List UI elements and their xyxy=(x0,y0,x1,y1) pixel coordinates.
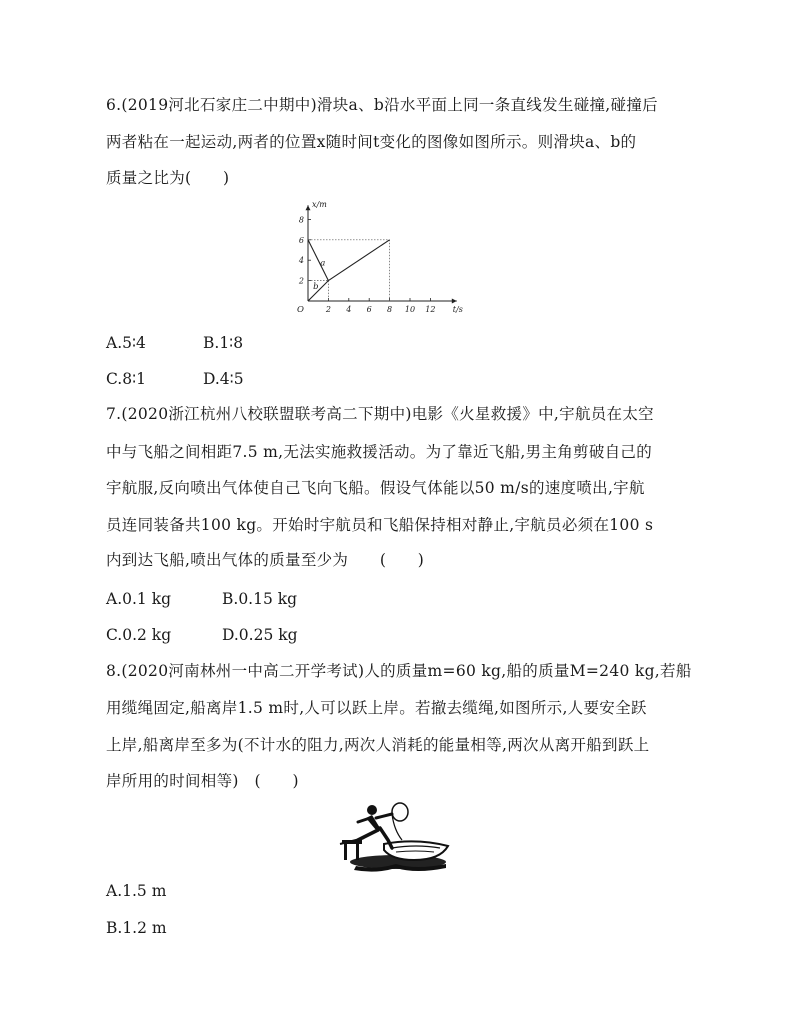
q6-line-2: 两者粘在一起运动,两者的位置x随时间t变化的图像如图所示。则滑块a、b的 xyxy=(106,133,637,151)
x-tick-label: 6 xyxy=(366,305,372,314)
series-b-label: b xyxy=(313,281,319,292)
y-tick-label: 8 xyxy=(298,215,304,225)
q7-option-a[interactable]: A.0.1 kg xyxy=(106,590,172,608)
q7-line-2: 中与飞船之间相距7.5 m,无法实施救援活动。为了靠近飞船,男主角剪破自己的 xyxy=(106,443,653,461)
y-axis-arrow xyxy=(306,205,311,210)
x-axis-arrow xyxy=(452,299,457,304)
x-axis-label: t/s xyxy=(452,305,463,314)
q6-option-a[interactable]: A.5∶4 xyxy=(106,334,146,352)
q7-option-c[interactable]: C.0.2 kg xyxy=(106,626,172,644)
graph-axes xyxy=(306,205,457,303)
x-tick-label: 4 xyxy=(346,305,352,314)
q6-option-d[interactable]: D.4∶5 xyxy=(203,370,244,388)
q8-line-4: 岸所用的时间相等) ( ) xyxy=(106,772,299,790)
q8-line-1: 8.(2020河南林州一中高二开学考试)人的质量m=60 kg,船的质量M=240 kg,若船 xyxy=(106,662,692,680)
q6-line-1: 6.(2019河北石家庄二中期中)滑块a、b沿水平面上同一条直线发生碰撞,碰撞后 xyxy=(106,96,658,114)
q7-line-1: 7.(2020浙江杭州八校联盟联考高二下期中)电影《火星救援》中,宇航员在太空 xyxy=(106,405,654,423)
graph-guides xyxy=(308,240,390,301)
q8-option-a[interactable]: A.1.5 m xyxy=(106,882,167,900)
q6-option-c[interactable]: C.8∶1 xyxy=(106,370,146,388)
q7-line-4: 员连同装备共100 kg。开始时宇航员和飞船保持相对静止,宇航员必须在100 s xyxy=(106,516,654,534)
q7-option-d[interactable]: D.0.25 kg xyxy=(222,626,298,644)
q6-option-b[interactable]: B.1∶8 xyxy=(203,334,244,352)
x-tick-label: 12 xyxy=(425,305,436,314)
y-tick-label: 4 xyxy=(298,256,304,266)
x-tick-label: 8 xyxy=(387,305,393,314)
graph-series xyxy=(308,240,390,301)
q8-option-b[interactable]: B.1.2 m xyxy=(106,919,167,937)
q7-option-b[interactable]: B.0.15 kg xyxy=(222,590,298,608)
q6-line-3: 质量之比为( ) xyxy=(106,169,230,187)
x-t-graph xyxy=(290,192,505,322)
person-jumping-from-boat-icon xyxy=(336,800,458,872)
y-tick-label: 2 xyxy=(298,276,304,286)
y-tick-label: 6 xyxy=(298,235,304,245)
combined-line xyxy=(328,240,389,281)
series-a-line xyxy=(308,240,328,281)
q7-line-3: 宇航服,反向喷出气体使自己飞向飞船。假设气体能以50 m/s的速度喷出,宇航 xyxy=(106,479,645,497)
series-a-label: a xyxy=(320,258,326,269)
x-tick-label: 10 xyxy=(404,305,416,314)
origin-label: O xyxy=(297,305,304,315)
q7-line-5: 内到达飞船,喷出气体的质量至少为 ( ) xyxy=(106,551,425,569)
y-axis-label: x/m xyxy=(312,200,327,210)
x-tick-label: 2 xyxy=(325,305,331,314)
q8-line-2: 用缆绳固定,船离岸1.5 m时,人可以跃上岸。若撤去缆绳,如图所示,人要安全跃 xyxy=(106,699,647,717)
graph-labels xyxy=(297,200,463,315)
q8-line-3: 上岸,船离岸至多为(不计水的阻力,两次人消耗的能量相等,两次从离开船到跃上 xyxy=(106,736,650,754)
